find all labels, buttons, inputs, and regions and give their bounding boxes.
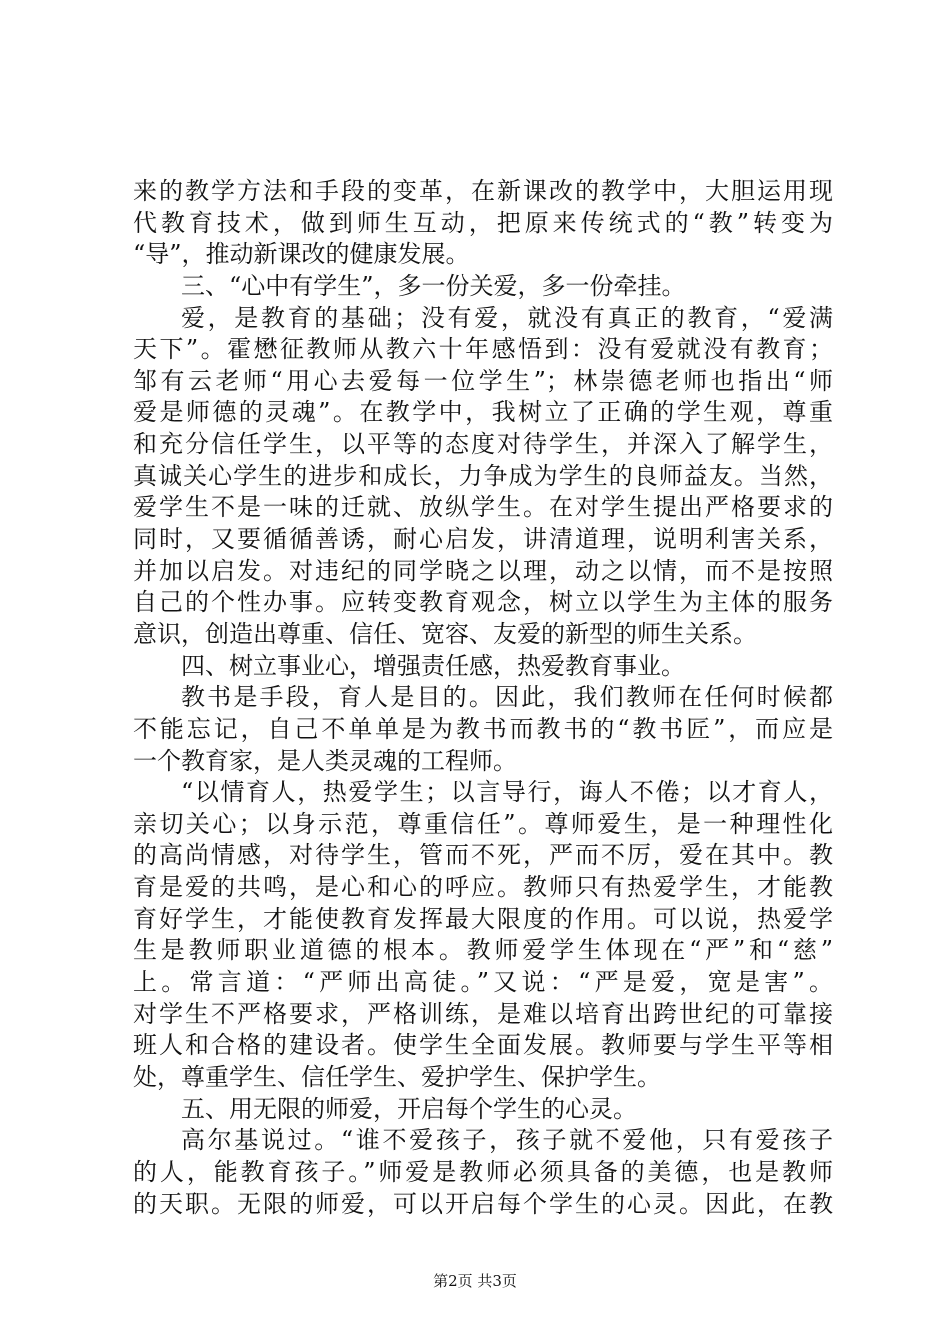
text-line: “导”，推动新课改的健康发展。 xyxy=(133,240,470,269)
text-line: 班人和合格的建设者。使学生全面发展。教师要与学生平等相 xyxy=(133,1031,833,1060)
text-line: 并加以启发。对违纪的同学晓之以理，动之以情，而不是按照 xyxy=(133,556,833,585)
text-line: 育好学生，才能使教育发挥最大限度的作用。可以说，热爱学 xyxy=(133,904,833,933)
text-line: 生是教师职业道德的根本。教师爱学生体现在“严”和“慈” xyxy=(133,936,833,965)
text-line: 育是爱的共鸣，是心和心的呼应。教师只有热爱学生，才能教 xyxy=(133,873,833,902)
text-line: 来的教学方法和手段的变革，在新课改的教学中，大胆运用现 xyxy=(133,177,833,205)
text-line: 爱学生不是一味的迁就、放纵学生。在对学生提出严格要求的 xyxy=(133,493,833,522)
text-line: “以情育人，热爱学生；以言导行，诲人不倦；以才育人， xyxy=(181,778,833,807)
text-line: 亲切关心；以身示范，尊重信任”。尊师爱生，是一种理性化 xyxy=(133,809,833,838)
page-number-footer: 第2页 共3页 xyxy=(433,1272,517,1290)
text-line: 对学生不严格要求，严格训练，是难以培育出跨世纪的可靠接 xyxy=(133,999,833,1028)
text-line: 爱，是教育的基础；没有爱，就没有真正的教育，“爱满 xyxy=(181,303,833,332)
text-line: 天下”。霍懋征教师从教六十年感悟到：没有爱就没有教育； xyxy=(133,335,833,364)
document-body xyxy=(133,176,833,1220)
text-line: 不能忘记，自己不单单是为教书而教书的“教书匠”，而应是 xyxy=(133,714,833,743)
text-line: 上。常言道：“严师出高徒。”又说：“严是爱，宽是害”。 xyxy=(133,968,833,997)
text-line: 高尔基说过。“谁不爱孩子，孩子就不爱他，只有爱孩子 xyxy=(181,1126,833,1155)
text-line: 自己的个性办事。应转变教育观念，树立以学生为主体的服务 xyxy=(133,588,833,617)
text-line: 处，尊重学生、信任学生、爱护学生、保护学生。 xyxy=(133,1062,661,1091)
text-line: 的人，能教育孩子。”师爱是教师必须具备的美德，也是教师 xyxy=(133,1157,833,1186)
text-line: 代教育技术，做到师生互动，把原来传统式的“教”转变为 xyxy=(133,208,833,237)
text-line: 同时，又要循循善诱，耐心启发，讲清道理，说明利害关系， xyxy=(133,525,833,554)
text-line: 爱是师德的灵魂”。在教学中，我树立了正确的学生观，尊重 xyxy=(133,398,833,427)
text-line: 的天职。无限的师爱，可以开启每个学生的心灵。因此，在教 xyxy=(133,1189,833,1218)
text-line: 真诚关心学生的进步和成长，力争成为学生的良师益友。当然， xyxy=(133,461,833,490)
text-line: 五、用无限的师爱，开启每个学生的心灵。 xyxy=(181,1094,637,1123)
text-line: 的高尚情感，对待学生，管而不死，严而不厉，爱在其中。教 xyxy=(133,841,833,870)
text-line: 意识，创造出尊重、信任、宽容、友爱的新型的师生关系。 xyxy=(133,619,757,648)
text-line: 邹有云老师“用心去爱每一位学生”；林崇德老师也指出“师 xyxy=(133,366,833,395)
text-line: 一个教育家，是人类灵魂的工程师。 xyxy=(133,746,517,775)
text-line: 和充分信任学生，以平等的态度对待学生，并深入了解学生， xyxy=(133,430,833,459)
text-line: 四、树立事业心，增强责任感，热爱教育事业。 xyxy=(181,651,685,680)
text-line: 三、“心中有学生”，多一份关爱，多一份牵挂。 xyxy=(181,271,686,300)
text-line: 教书是手段，育人是目的。因此，我们教师在任何时候都 xyxy=(181,683,833,712)
